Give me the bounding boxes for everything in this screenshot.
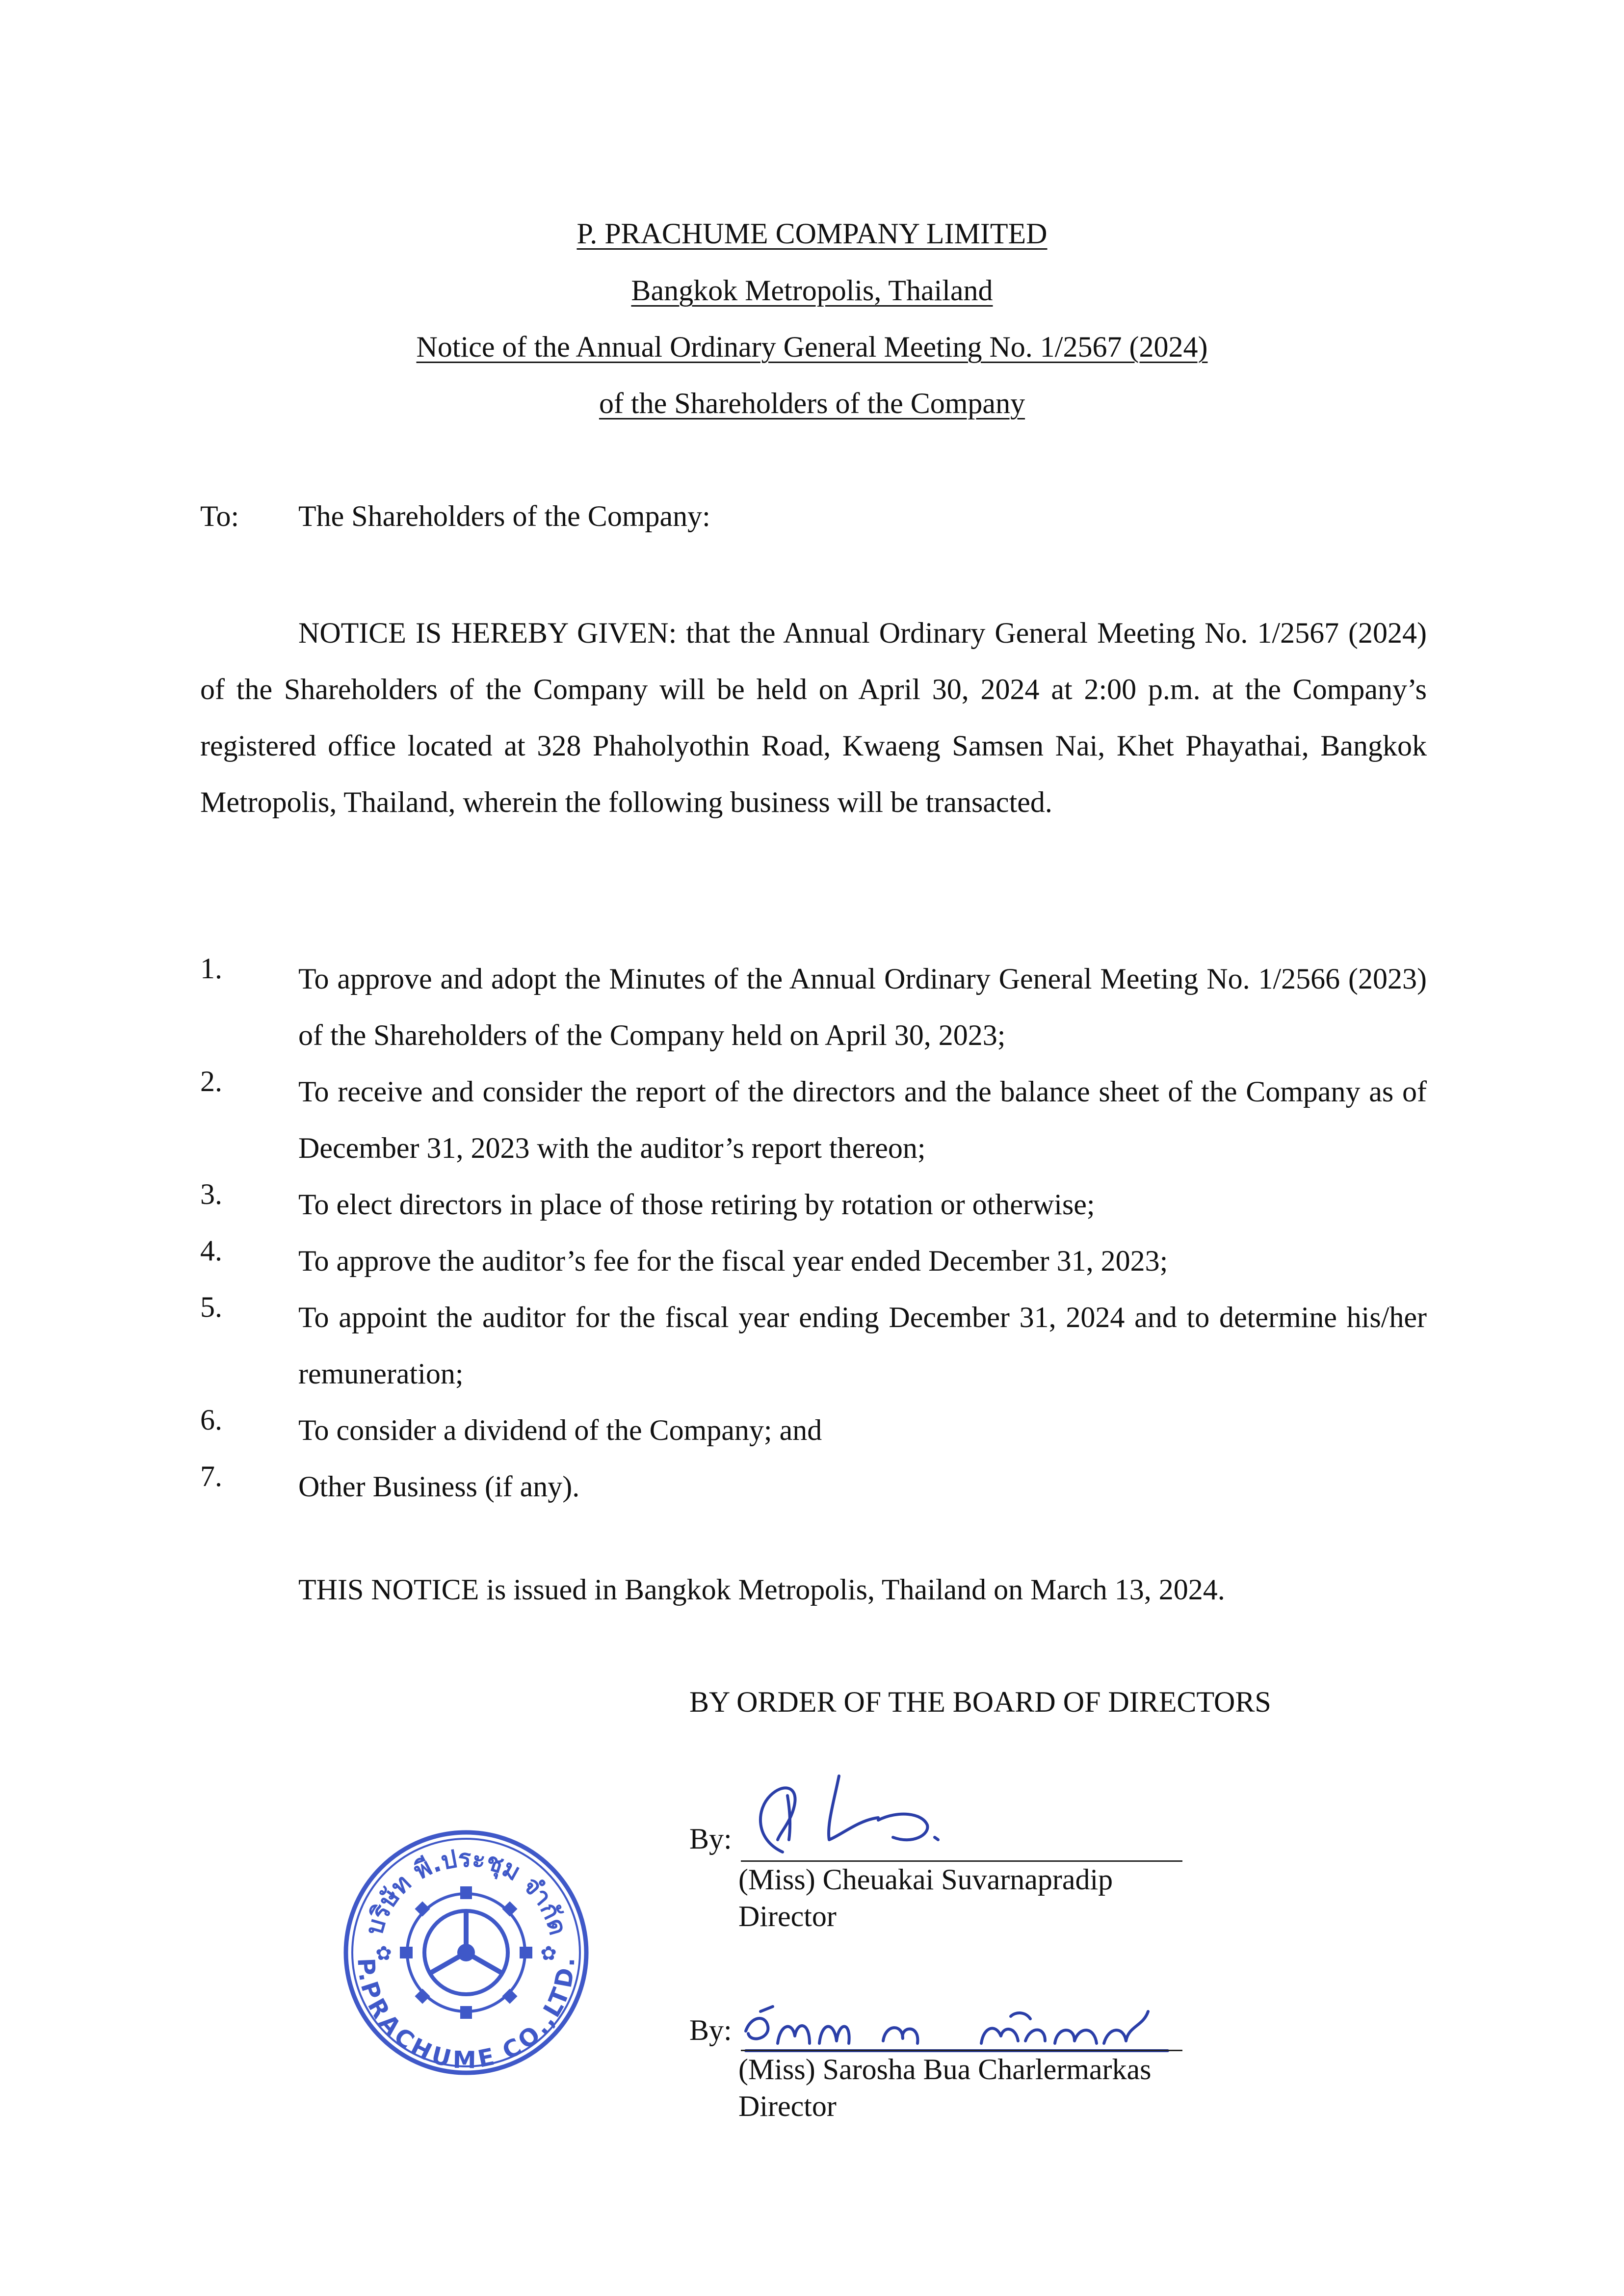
agenda-item-number: 7.	[200, 1460, 222, 1492]
signature-2	[736, 1997, 1178, 2056]
agenda-item-text: To approve and adopt the Minutes of the Annual Ordinary General Meeting No. 1/2566 (2023) of the Shareholders of the Company held on April 30, 2023;	[298, 963, 1427, 1051]
signatory-1-name: (Miss) Cheuakai Suvarnapradip	[738, 1863, 1113, 1896]
notice-title-line1: Notice of the Annual Ordinary General Meeting No. 1/2567 (2024)	[416, 331, 1208, 363]
agenda-item-text: To appoint the auditor for the fiscal year ending December 31, 2024 and to determine his/her remuneration;	[298, 1301, 1427, 1390]
agenda-item-text: To elect directors in place of those retiring by rotation or otherwise;	[298, 1188, 1095, 1221]
company-location: Bangkok Metropolis, Thailand	[631, 274, 993, 307]
agenda-item-number: 4.	[200, 1234, 222, 1267]
signature-line-2	[741, 2050, 1182, 2051]
signatory-2-title: Director	[738, 2090, 837, 2122]
addressee-text: The Shareholders of the Company:	[298, 500, 710, 532]
agenda-item-text: To consider a dividend of the Company; and	[298, 1414, 822, 1446]
seal-thai-text: บริษัท พี.ประชุม จำกัด	[360, 1844, 573, 1938]
signatory-2-by-label: By:	[689, 2014, 732, 2046]
seal-ornament-left: ✿	[375, 1942, 392, 1965]
agenda-item-text: Other Business (if any).	[298, 1470, 580, 1503]
agenda-item-number: 5.	[200, 1291, 222, 1323]
signatory-2-name: (Miss) Sarosha Bua Charlermarkas	[738, 2053, 1152, 2086]
seal-ornament-right: ✿	[540, 1942, 557, 1965]
company-seal	[339, 1825, 594, 2080]
agenda-item-number: 3.	[200, 1178, 222, 1210]
issued-statement: THIS NOTICE is issued in Bangkok Metropolis, Thailand on March 13, 2024.	[298, 1573, 1225, 1606]
board-order: BY ORDER OF THE BOARD OF DIRECTORS	[689, 1686, 1271, 1718]
agenda-item-text: To receive and consider the report of the directors and the balance sheet of the Company as of December 31, 2023 with the auditor’s report thereon;	[298, 1075, 1427, 1164]
intro-text: NOTICE IS HEREBY GIVEN: that the Annual Ordinary General Meeting No. 1/2567 (2024) of the Shareholders of the Company will be held on April 30, 2024 at 2:00 p.m. at the Company’s registered office located at 328 Phaholyothin Road, Kwaeng Samsen Nai, Khet Phayathai, Bangkok Metropolis, Thailand, wherein the following business will be transacted.	[200, 617, 1427, 818]
intro-paragraph	[200, 605, 1427, 831]
notice-title-line2: of the Shareholders of the Company	[599, 387, 1025, 419]
agenda-item-number: 2.	[200, 1065, 222, 1097]
addressee-label: To:	[200, 500, 239, 532]
signature-1	[736, 1766, 991, 1864]
company-name: P. PRACHUME COMPANY LIMITED	[576, 217, 1048, 250]
signatory-1-by-label: By:	[689, 1823, 732, 1855]
agenda-item-number: 6.	[200, 1404, 222, 1436]
signatory-1-title: Director	[738, 1900, 837, 1932]
seal-english-text: P.PRACHUME CO.,LTD.	[352, 1957, 580, 2074]
agenda-item-number: 1.	[200, 952, 222, 985]
agenda-item-text: To approve the auditor’s fee for the fiscal year ended December 31, 2023;	[298, 1245, 1168, 1277]
